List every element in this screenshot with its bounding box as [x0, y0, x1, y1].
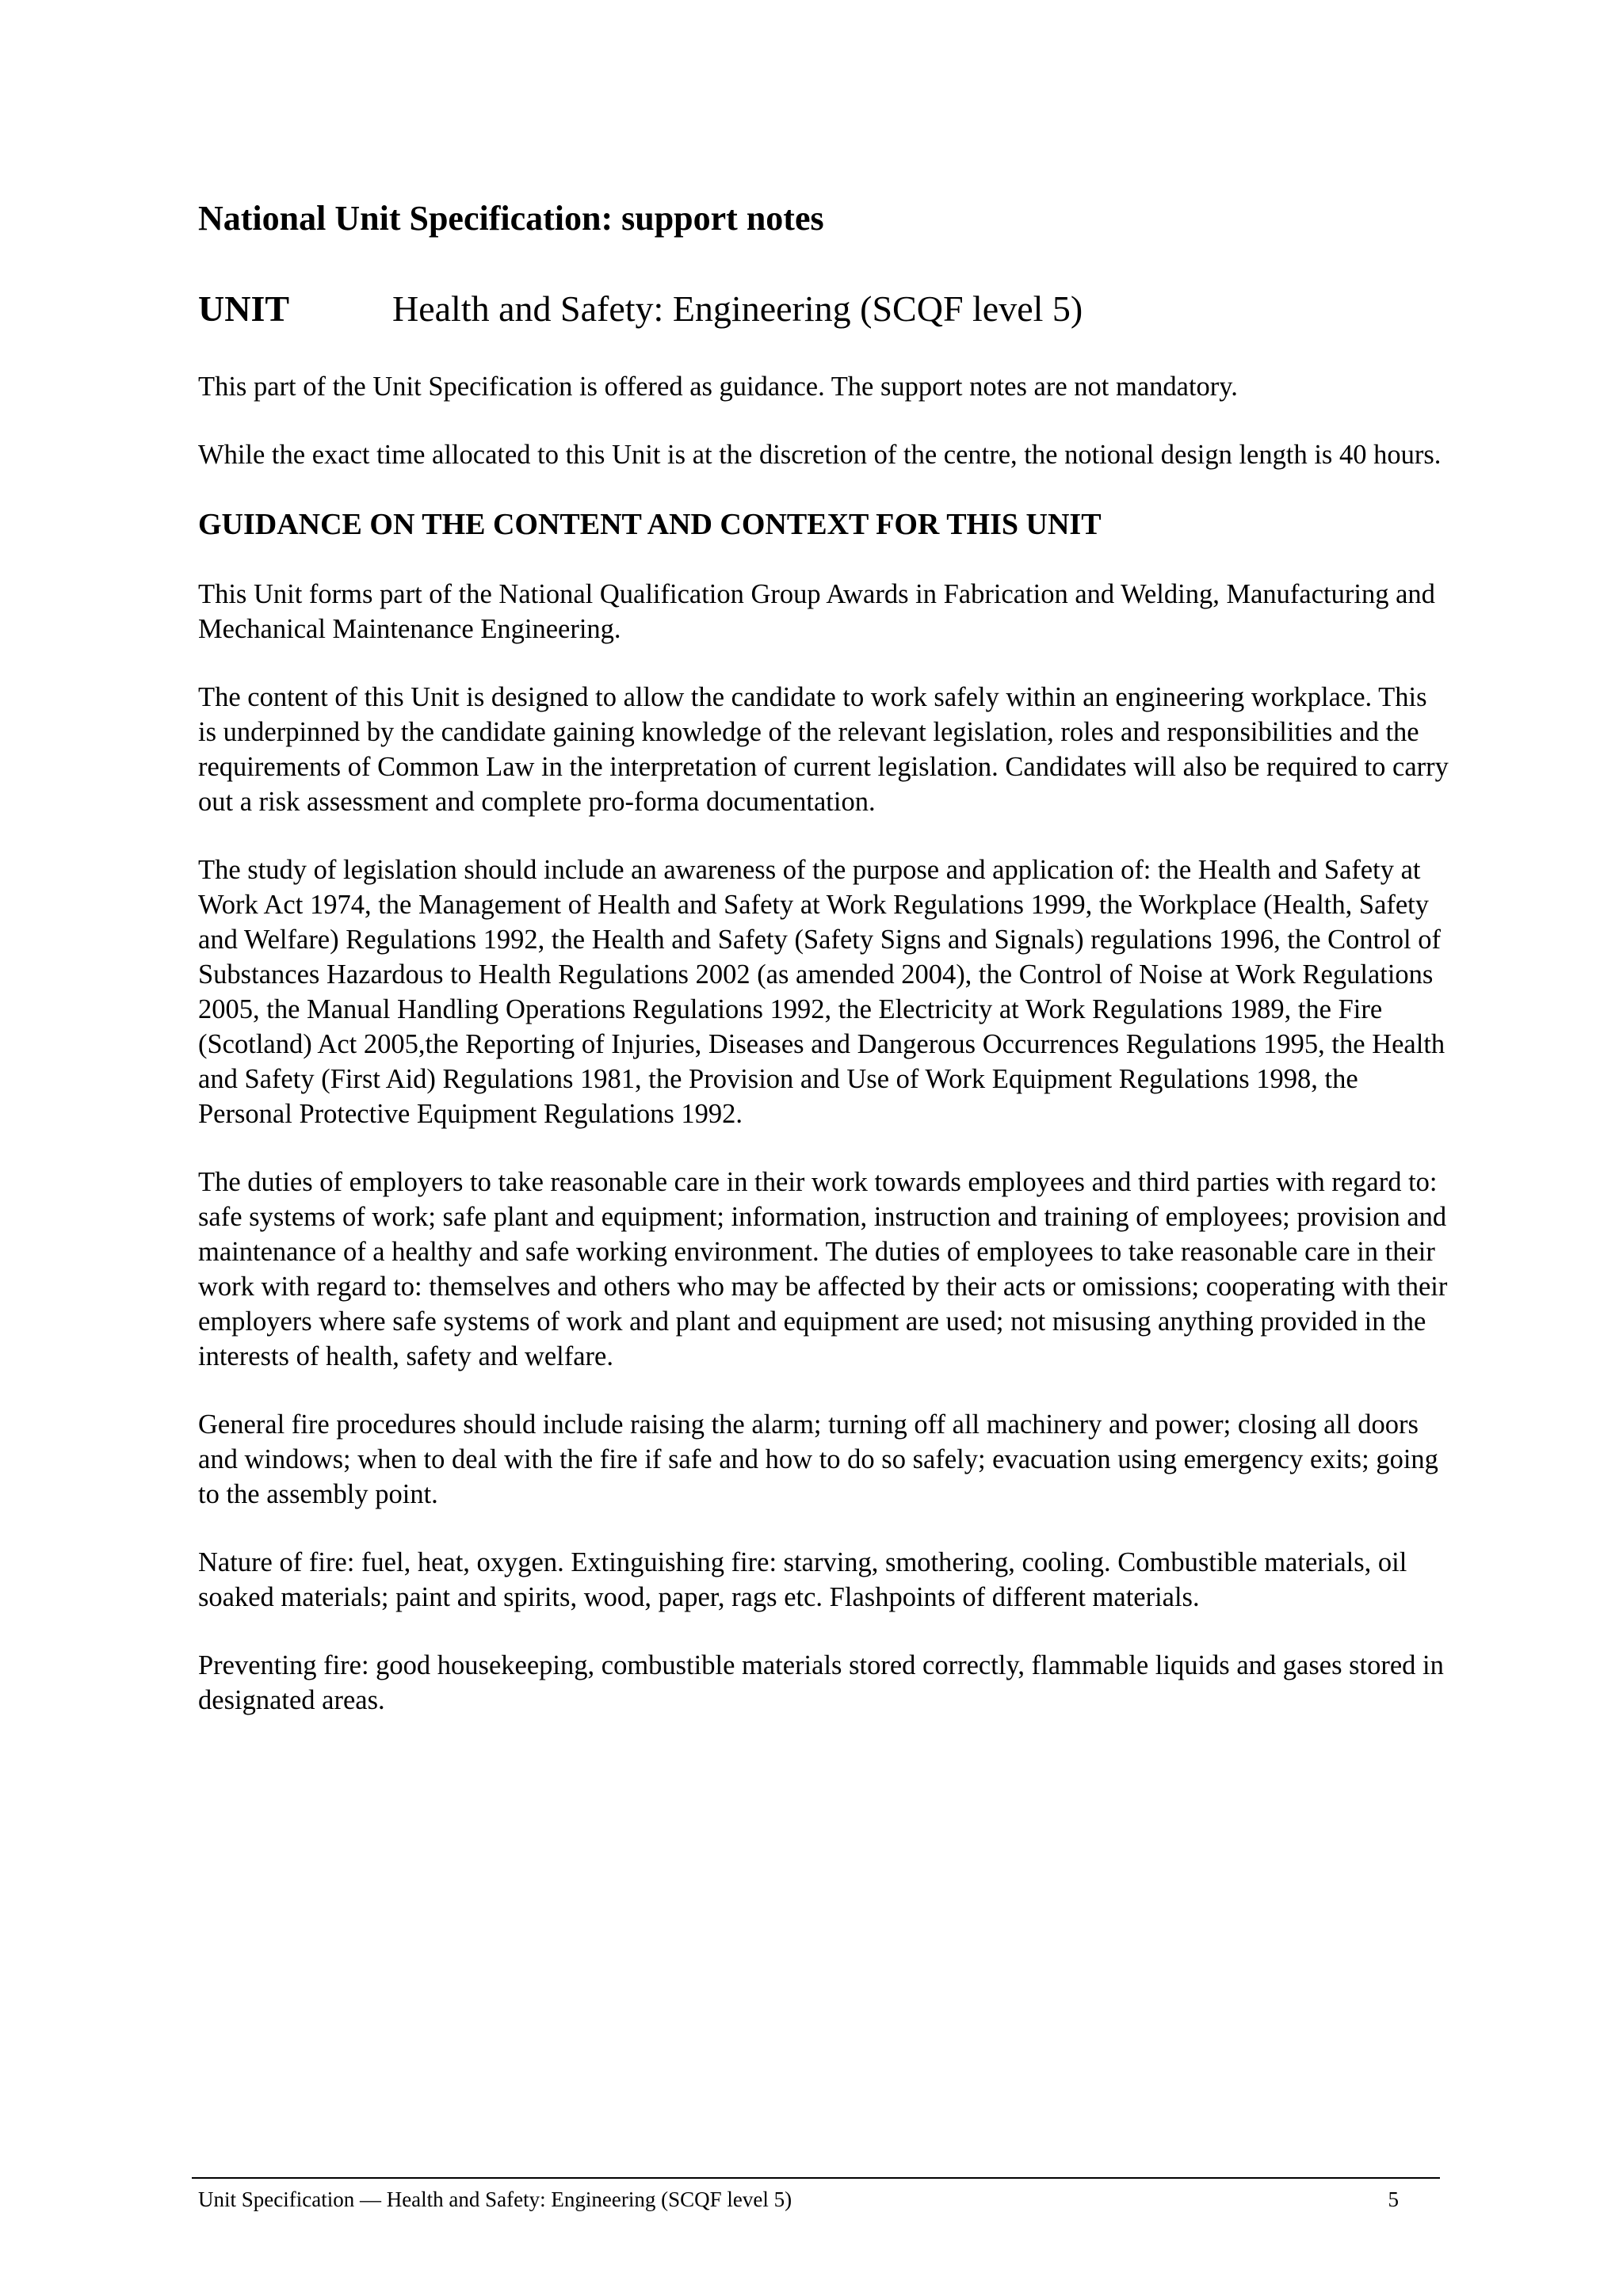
intro-paragraph-guidance: This part of the Unit Specification is offered as guidance. The support notes are not mandatory. — [198, 372, 1238, 402]
intro-paragraph-design-length: While the exact time allocated to this Unit is at the discretion of the centre, the notional design length is 40 hours. — [198, 440, 1442, 470]
unit-heading — [198, 287, 1083, 330]
paragraph-legislation: The study of legislation should include an awareness of the purpose and application of: the Health and Safety at Work Act 1974, the Management of Health and Safety at Work Regulations 1999, the Workplace (Health, Safety and Welfare) Regulations 1992, the Health and Safety (Safety Signs and Signals) regulations 1996, the Control of Substances Hazardous to Health Regulations 2002 (as amended 2004), the Control of Noise at Work Regulations 2005, the Manual Handling Operations Regulations 1992, the Electricity at Work Regulations 1989, the Fire (Scotland) Act 2005,the Reporting of Injuries, Diseases and Dangerous Occurrences Regulations 1995, the Health and Safety (First Aid) Regulations 1981, the Provision and Use of Work Equipment Regulations 1998, the Personal Protective Equipment Regulations 1992. — [198, 855, 1445, 1129]
body-text — [198, 369, 1450, 1751]
page-number: 5 — [1388, 2187, 1399, 2211]
paragraph-duties: The duties of employers to take reasonable care in their work towards employees and third parties with regard to: safe systems of work; safe plant and equipment; information, instruction and training of employees; provision and maintenance of a healthy and safe working environment. The duties of employees to take reasonable care in their work with regard to: themselves and others who may be affected by their acts or omissions; cooperating with their employers where safe systems of work and plant and equipment are used; not misusing anything provided in the interests of health, safety and welfare. — [198, 1167, 1448, 1371]
unit-title: Health and Safety: Engineering (SCQF level 5) — [392, 288, 1083, 329]
paragraph-unit-content: The content of this Unit is designed to allow the candidate to work safely within an engineering workplace. This is underpinned by the candidate gaining knowledge of the relevant legislation, roles and responsibilities and the requirements of Common Law in the interpretation of current legislation. Candidates will also be required to carry out a risk assessment and complete pro-forma documentation. — [198, 682, 1449, 817]
footer-text: Unit Specification — Health and Safety: Engineering (SCQF level 5) — [198, 2187, 792, 2211]
page-title: National Unit Specification: support notes — [198, 199, 824, 238]
unit-label: UNIT — [198, 288, 290, 329]
paragraph-preventing-fire: Preventing fire: good housekeeping, combustible materials stored correctly, flammable liquids and gases stored in designated areas. — [198, 1650, 1444, 1715]
page-footer — [198, 2185, 1399, 2214]
footer-divider — [192, 2177, 1440, 2179]
paragraph-nature-of-fire: Nature of fire: fuel, heat, oxygen. Extinguishing fire: starving, smothering, cooling. Combustible materials, oil soaked materials; paint and spirits, wood, paper, rags etc. Flashpoints of different materials. — [198, 1547, 1407, 1612]
section-heading: GUIDANCE ON THE CONTENT AND CONTEXT FOR THIS UNIT — [198, 508, 1102, 541]
paragraph-qualification-groups: This Unit forms part of the National Qualification Group Awards in Fabrication and Welding, Manufacturing and Mechanical Maintenance Engineering. — [198, 579, 1435, 644]
paragraph-fire-procedures: General fire procedures should include raising the alarm; turning off all machinery and power; closing all doors and windows; when to deal with the fire if safe and how to do so safely; evacuation using emergency exits; going to the assembly point. — [198, 1409, 1438, 1509]
